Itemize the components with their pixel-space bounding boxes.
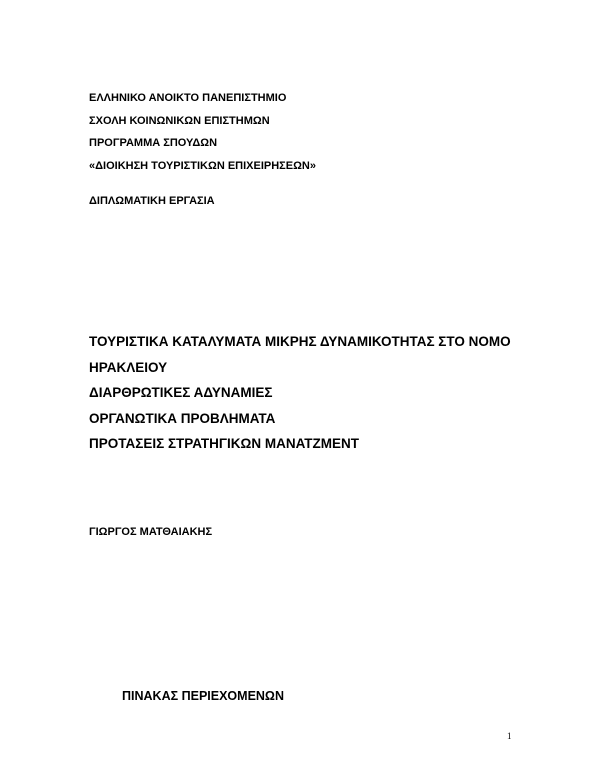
page-number: 1	[507, 731, 512, 741]
university-name: ΕΛΛΗΝΙΚΟ ΑΝΟΙΚΤΟ ΠΑΝΕΠΙΣΤΗΜΙΟ	[89, 92, 287, 104]
title-line-3: ΔΙΑΡΘΡΩΤΙΚΕΣ ΑΔΥΝΑΜΙΕΣ	[89, 385, 273, 400]
table-of-contents-heading: ΠΙΝΑΚΑΣ ΠΕΡΙΕΧΟΜΕΝΩΝ	[122, 689, 284, 703]
institution-header	[89, 93, 316, 183]
program-name: «ΔΙΟΙΚΗΣΗ ΤΟΥΡΙΣΤΙΚΩΝ ΕΠΙΧΕΙΡΗΣΕΩΝ»	[89, 159, 316, 172]
title-line-5: ΠΡΟΤΑΣΕΙΣ ΣΤΡΑΤΗΓΙΚΩΝ ΜΑΝΑΤΖΜΕΝΤ	[89, 436, 359, 451]
school-name: ΣΧΟΛΗ ΚΟΙΝΩΝΙΚΩΝ ΕΠΙΣΤΗΜΩΝ	[89, 114, 270, 127]
document-type: ΔΙΠΛΩΜΑΤΙΚΗ ΕΡΓΑΣΙΑ	[89, 195, 215, 207]
author-name: ΓΙΩΡΓΟΣ ΜΑΤΘΑΙΑΚΗΣ	[89, 526, 213, 538]
title-line-2: ΗΡΑΚΛΕΙΟΥ	[89, 359, 168, 375]
title-line-1: ΤΟΥΡΙΣΤΙΚΑ ΚΑΤΑΛΥΜΑΤΑ ΜΙΚΡΗΣ ΔΥΝΑΜΙΚΟΤΗΤΑΣ ΣΤΟ ΝΟΜΟ	[89, 334, 511, 349]
title-line-4: ΟΡΓΑΝΩΤΙΚΑ ΠΡΟΒΛΗΜΑΤΑ	[89, 410, 276, 426]
program-label: ΠΡΟΓΡΑΜΜΑ ΣΠΟΥΔΩΝ	[89, 137, 218, 149]
thesis-title	[89, 335, 511, 463]
